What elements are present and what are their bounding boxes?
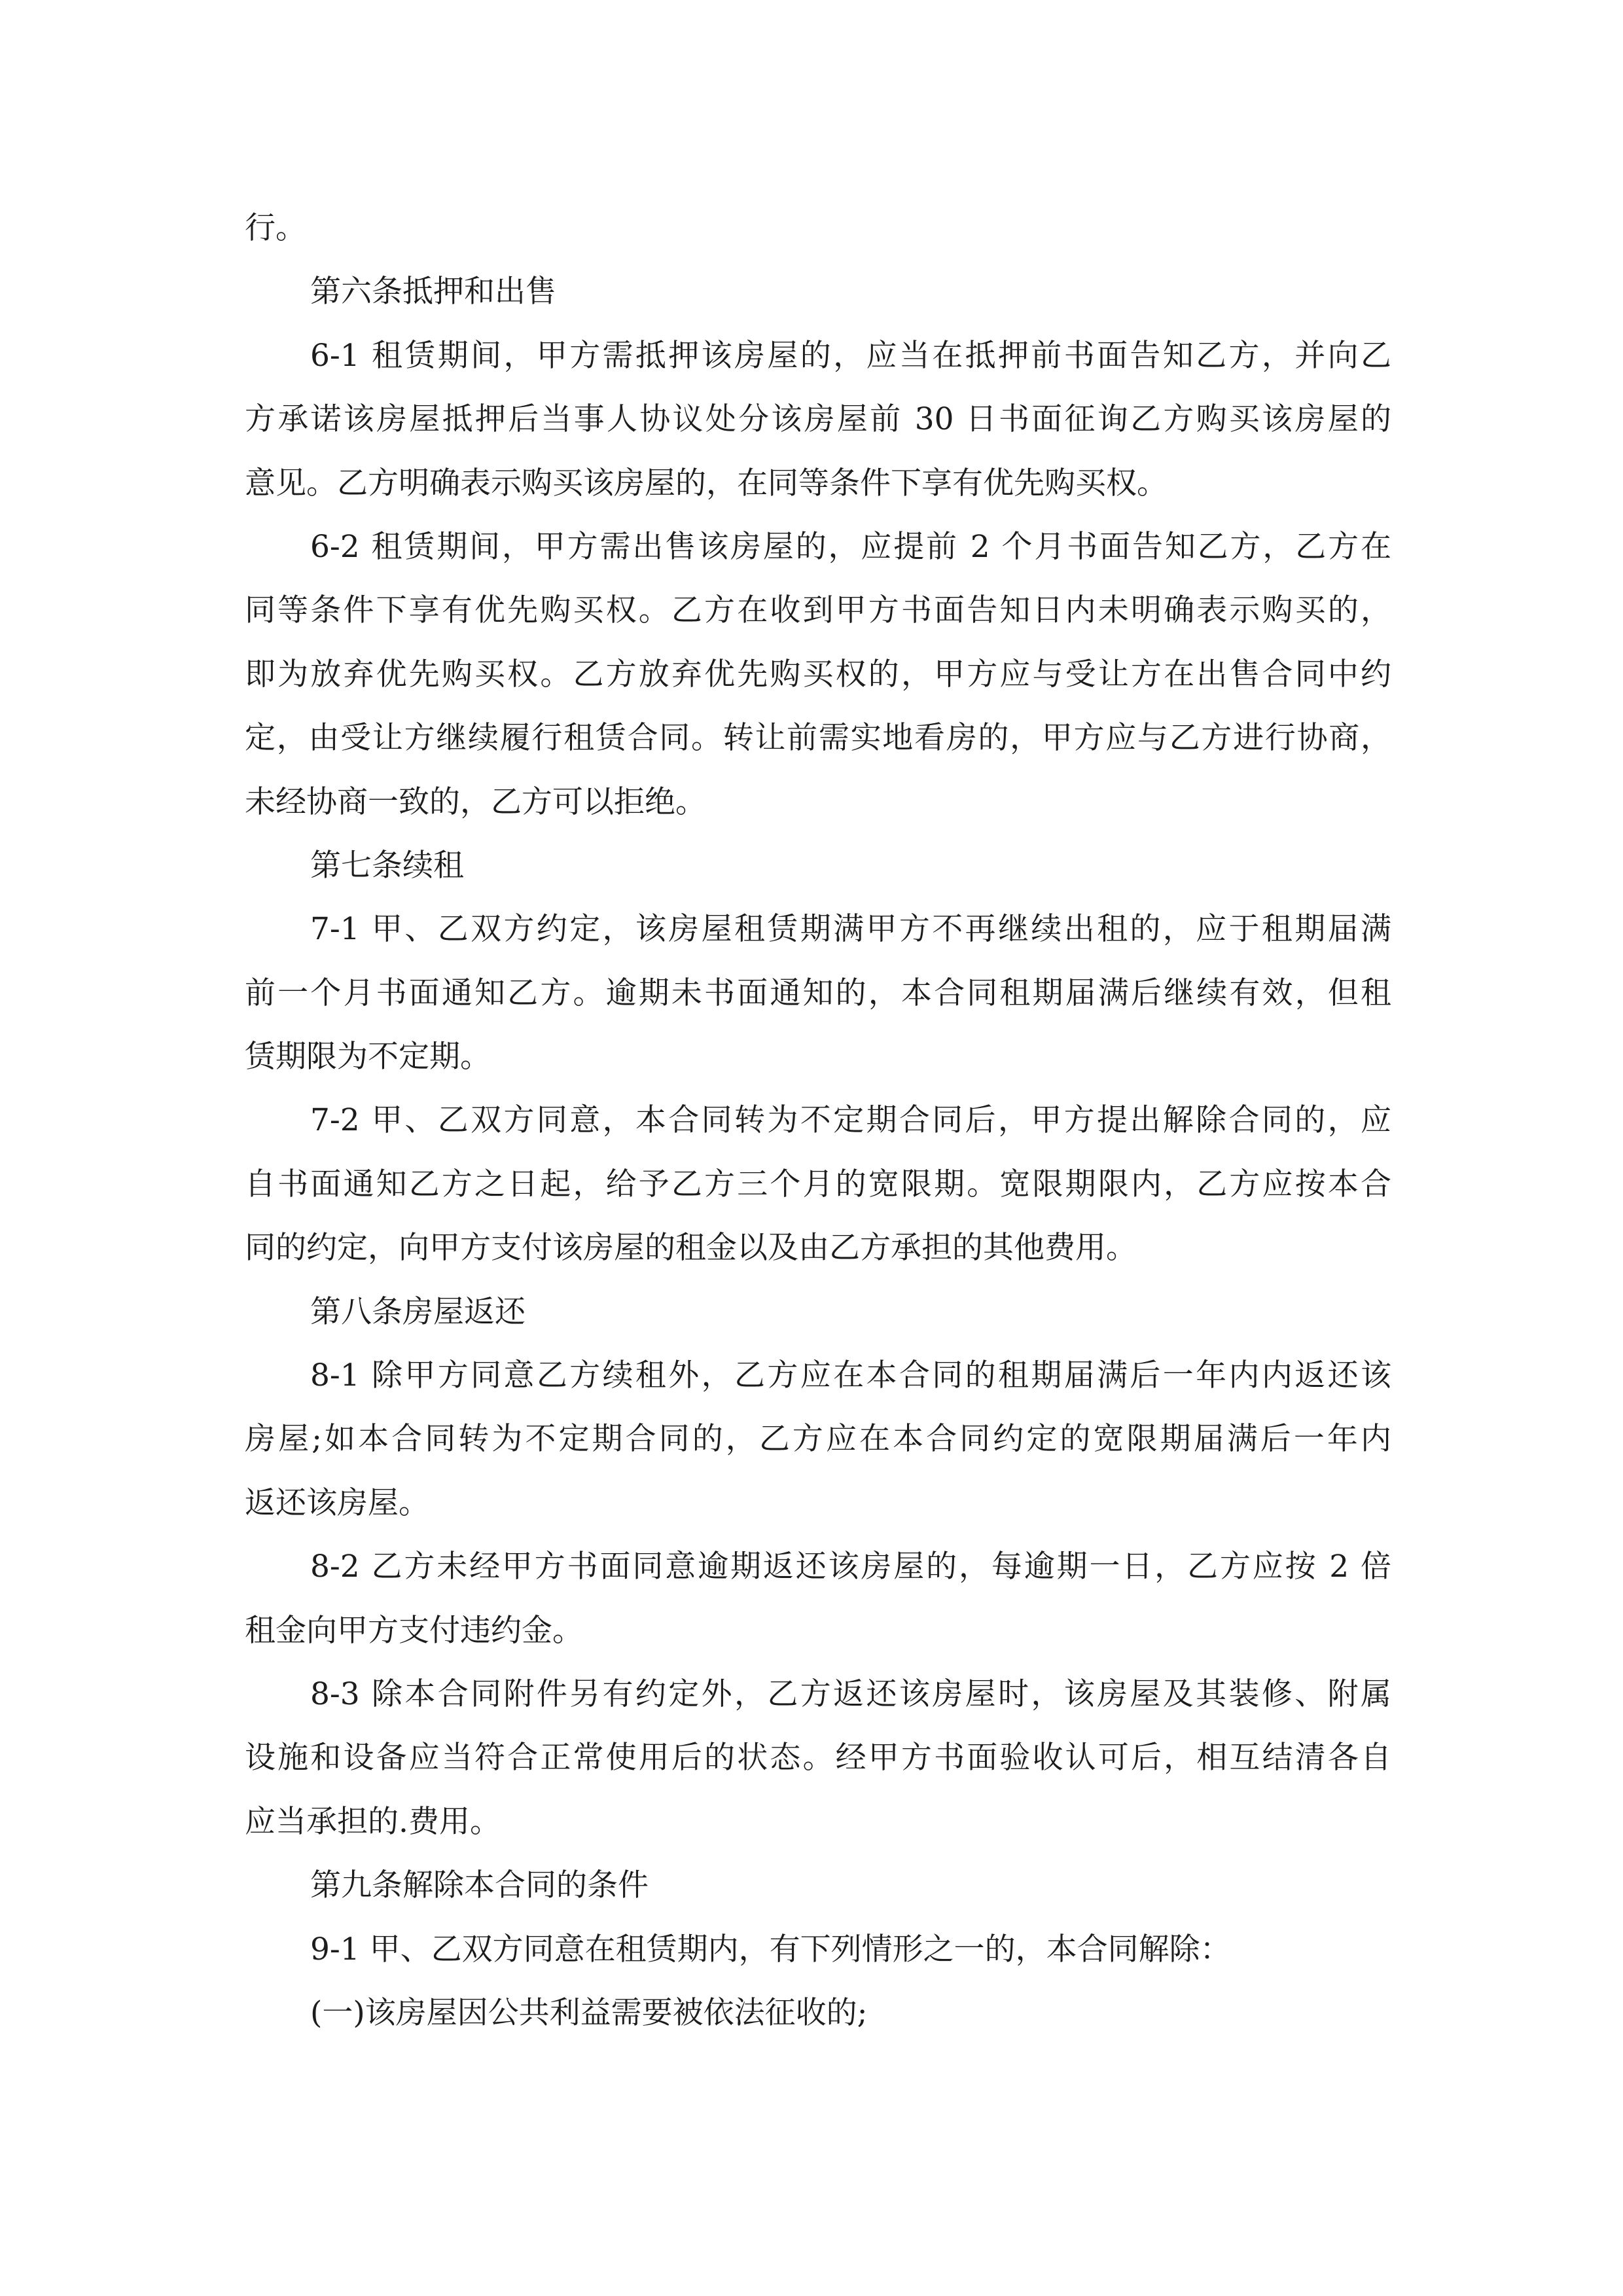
paragraph-line: 7-2 甲、乙双方同意，本合同转为不定期合同后，甲方提出解除合同的，应: [310, 1102, 1391, 1139]
paragraph-line: 自书面通知乙方之日起，给予乙方三个月的宽限期。宽限期限内，乙方应按本合: [245, 1166, 1391, 1202]
section-heading: 第七条续租: [310, 847, 464, 884]
paragraph-line: 房屋;如本合同转为不定期合同的，乙方应在本合同约定的宽限期届满后一年内: [245, 1421, 1391, 1458]
paragraph-line: 8-3 除本合同附件另有约定外，乙方返还该房屋时，该房屋及其装修、附属: [310, 1676, 1391, 1712]
contract-body: [245, 196, 1391, 2045]
section-heading: 第九条解除本合同的条件: [310, 1867, 649, 1904]
paragraph-line: 8-2 乙方未经甲方书面同意逾期返还该房屋的，每逾期一日，乙方应按 2 倍: [310, 1549, 1391, 1585]
paragraph-line: 设施和设备应当符合正常使用后的状态。经甲方书面验收认可后，相互结清各自: [245, 1740, 1391, 1776]
paragraph-line: 意见。乙方明确表示购买该房屋的，在同等条件下享有优先购买权。: [245, 465, 1168, 501]
paragraph-line: 行。: [245, 210, 306, 246]
paragraph-line: 应当承担的.费用。: [245, 1803, 501, 1840]
section-heading: 第六条抵押和出售: [310, 274, 556, 310]
paragraph-line: 租金向甲方支付违约金。: [245, 1612, 583, 1649]
paragraph-line: 即为放弃优先购买权。乙方放弃优先购买权的，甲方应与受让方在出售合同中约: [245, 656, 1391, 692]
paragraph-line: 赁期限为不定期。: [245, 1039, 491, 1075]
paragraph-line: 定，由受让方继续履行租赁合同。转让前需实地看房的，甲方应与乙方进行协商，: [245, 720, 1391, 757]
paragraph-line: 未经协商一致的，乙方可以拒绝。: [245, 783, 706, 820]
paragraph-line: 返还该房屋。: [245, 1484, 429, 1521]
paragraph-line: 同的约定，向甲方支付该房屋的租金以及由乙方承担的其他费用。: [245, 1230, 1137, 1266]
paragraph-line: 7-1 甲、乙双方约定，该房屋租赁期满甲方不再继续出租的，应于租期届满: [310, 911, 1391, 948]
paragraph-line: 9-1 甲、乙双方同意在租赁期内，有下列情形之一的，本合同解除：: [310, 1931, 1231, 1967]
paragraph-line: 8-1 除甲方同意乙方续租外，乙方应在本合同的租期届满后一年内内返还该: [310, 1357, 1391, 1394]
paragraph-line: 前一个月书面通知乙方。逾期未书面通知的，本合同租期届满后继续有效，但租: [245, 975, 1391, 1011]
paragraph-line: 6-2 租赁期间，甲方需出售该房屋的，应提前 2 个月书面告知乙方，乙方在: [310, 528, 1391, 565]
paragraph-line: 方承诺该房屋抵押后当事人协议处分该房屋前 30 日书面征询乙方购买该房屋的: [245, 401, 1391, 438]
paragraph-line: 6-1 租赁期间，甲方需抵押该房屋的，应当在抵押前书面告知乙方，并向乙: [310, 337, 1391, 374]
section-heading: 第八条房屋返还: [310, 1293, 526, 1330]
list-item: (一)该房屋因公共利益需要被依法征收的;: [310, 1994, 868, 2031]
paragraph-line: 同等条件下享有优先购买权。乙方在收到甲方书面告知日内未明确表示购买的，: [245, 592, 1391, 629]
